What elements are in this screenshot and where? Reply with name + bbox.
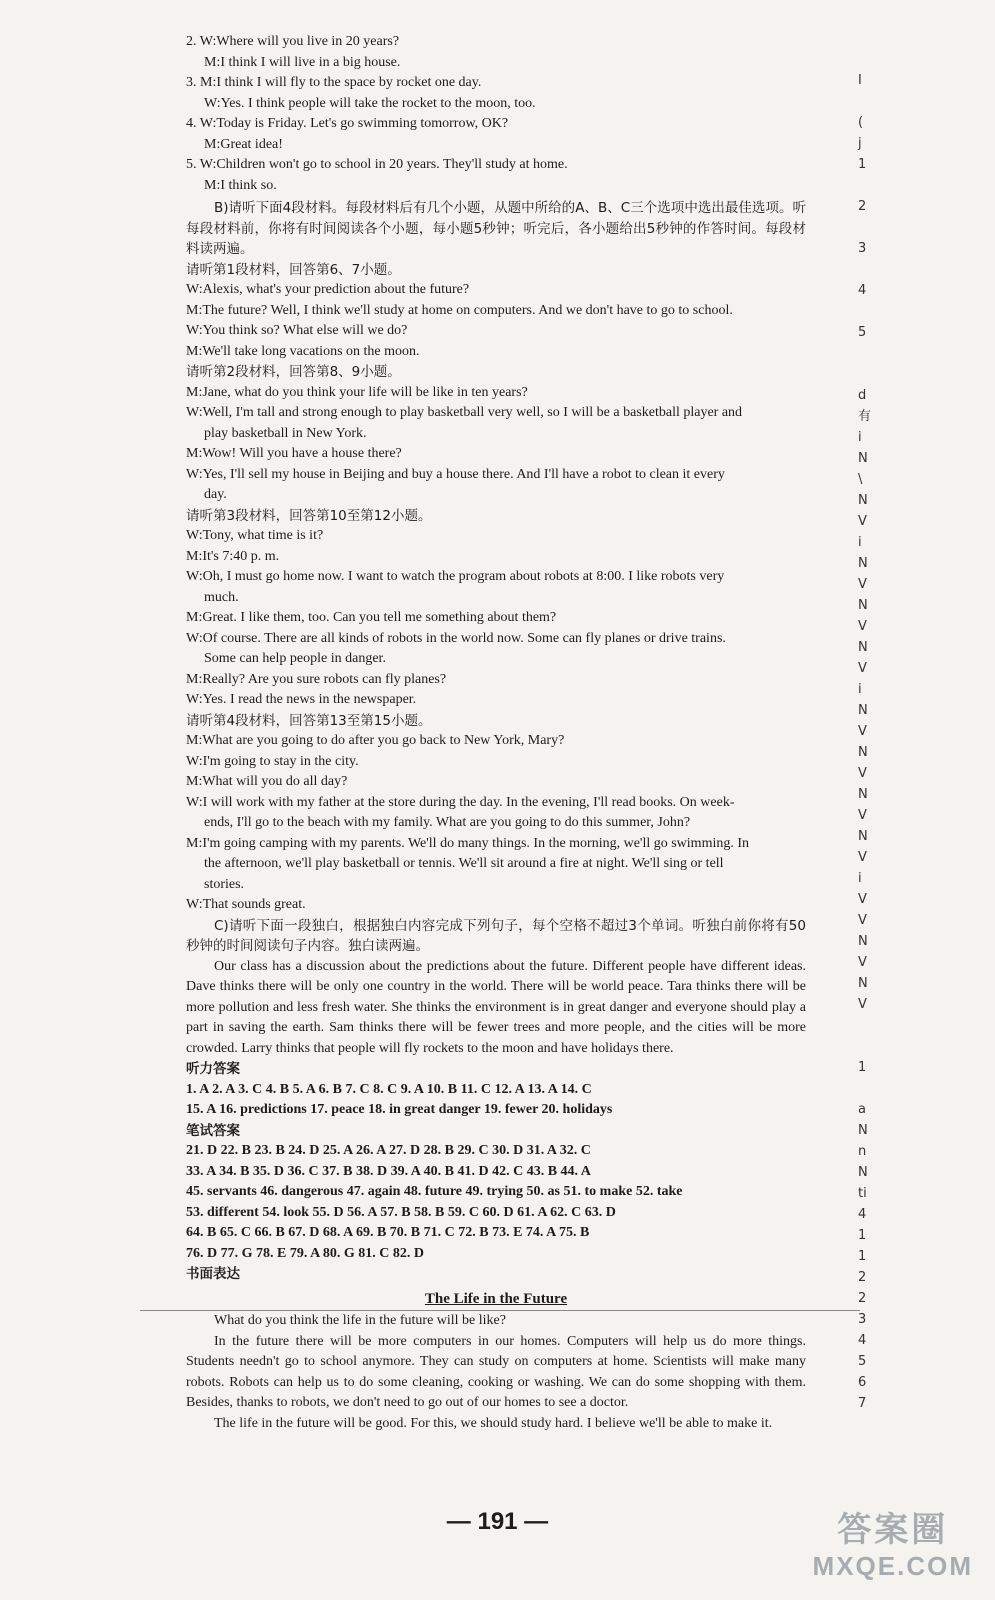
margin-glyph: 2 (858, 199, 867, 214)
answer-row: 76. D 77. G 78. E 79. A 80. G 81. C 82. D (186, 1245, 425, 1261)
dialogue-line: 4. W:Today is Friday. Let's go swimming tomorrow, OK? (186, 116, 509, 131)
margin-glyph (858, 175, 878, 196)
essay-paragraph: What do you think the life in the future will be like? (214, 1313, 506, 1328)
margin-glyph: 1 (858, 1228, 867, 1243)
dialogue-line: ends, I'll go to the beach with my family. What are you going to do this summer, John? (204, 815, 691, 830)
watermark-bottom: MXQE.COM (812, 1551, 973, 1581)
margin-glyph: 1 (858, 1249, 867, 1264)
dialogue-line: M:What will you do all day? (186, 774, 348, 789)
part-c-instruction: C)请听下面一段独白，根据独白内容完成下列句子，每个空格不超过3个单词。听独白前你将有50秒钟的时间阅读句子内容。独白读两遍。 (186, 917, 806, 954)
margin-glyph: V (858, 766, 867, 781)
adjacent-page-margin (858, 70, 878, 1414)
essay-paragraph: In the future there will be more computers in our homes. Computers will help us do more things. Students needn't go to school anymore. They can study on computers at home. Scientists will make many robots. Robots can help us to do some cleaning, cooking or washing. We can do some shopping with them. Besides, thanks to robots, we don't need to go out of our homes to see a doctor. (186, 1333, 806, 1410)
watermark-logo (813, 1502, 973, 1582)
margin-glyph: V (858, 619, 867, 634)
margin-glyph (858, 91, 878, 112)
dialogue-line: M:It's 7:40 p. m. (186, 548, 280, 564)
listening-answers-heading: 听力答案 (186, 1061, 240, 1077)
margin-glyph: 3 (858, 1312, 867, 1327)
dialogue-line: 3. M:I think I will fly to the space by rocket one day. (186, 75, 482, 90)
dialogue-line: W:Yes. I think people will take the rocket to the moon, too. (204, 95, 536, 111)
dialogue-line: M:I'm going camping with my parents. We'll do many things. In the morning, we'll go swimming. In (186, 835, 750, 851)
margin-glyph: N (858, 493, 868, 508)
listening-part-b-transcripts (186, 260, 806, 916)
margin-glyph: V (858, 661, 867, 676)
answer-row: 21. D 22. B 23. B 24. D 25. A 26. A 27. D 28. B 29. C 30. D 31. A 32. C (186, 1143, 591, 1158)
answer-row: 1. A 2. A 3. C 4. B 5. A 6. B 7. C 8. C 9. A 10. B 11. C 12. A 13. A 14. C (186, 1081, 592, 1097)
margin-glyph: N (858, 1165, 868, 1180)
dialogue-line: play basketball in New York. (204, 425, 367, 441)
dialogue-line: Some can help people in danger. (204, 651, 386, 666)
dialogue-line: W:I will work with my father at the store during the day. In the evening, I'll read books. On week- (186, 794, 735, 810)
dialogue-line: W:You think so? What else will we do? (186, 323, 408, 338)
dialogue-line: M:We'll take long vacations on the moon. (186, 343, 420, 359)
margin-glyph: N (858, 556, 868, 571)
margin-glyph: N (858, 934, 868, 949)
margin-glyph: ti (858, 1186, 867, 1201)
margin-glyph (858, 259, 878, 280)
dialogue-line: W:Well, I'm tall and strong enough to play basketball very well, so I will be a basketball player and (186, 405, 743, 420)
margin-glyph: i (858, 682, 862, 697)
margin-glyph: N (858, 787, 868, 802)
margin-glyph (858, 1015, 878, 1036)
margin-glyph: d (858, 388, 867, 403)
dialogue-line: M:I think so. (204, 177, 277, 193)
answer-row: 33. A 34. B 35. D 36. C 37. B 38. D 39. A 40. B 41. D 42. C 43. B 44. A (186, 1163, 591, 1179)
margin-glyph: 5 (858, 325, 867, 340)
margin-glyph: 4 (858, 1207, 867, 1222)
margin-glyph: N (858, 598, 868, 613)
dialogue-line: much. (204, 589, 239, 605)
part-c-monologue: Our class has a discussion about the predictions about the future. Different people have different ideas. Dave thinks there will be only one country in the world. There will be world peace. Tara thinks there will be more pollution and less fresh water. She thinks the environment is in great danger and everyone should play a part in saving the earth. Sam thinks there will be fewer trees and more people, and the cities will be more crowded. Larry thinks that people will fly rockets to the moon and have holidays there. (186, 958, 806, 1056)
margin-glyph: 1 (858, 157, 867, 172)
dialogue-line: M:Jane, what do you think your life will be like in ten years? (186, 384, 528, 400)
writing-heading: 书面表达 (186, 1266, 240, 1282)
margin-glyph: j (858, 136, 862, 151)
dialogue-line: W:That sounds great. (186, 897, 306, 912)
margin-glyph: 4 (858, 1333, 867, 1348)
margin-glyph: 4 (858, 283, 867, 298)
dialogue-line: M:Great. I like them, too. Can you tell me something about them? (186, 610, 557, 625)
essay-paragraph: The life in the future will be good. For this, we should study hard. I believe we'll be able to make it. (214, 1415, 773, 1431)
answer-row: 53. different 54. look 55. D 56. A 57. B 58. B 59. C 60. D 61. A 62. C 63. D (186, 1204, 616, 1220)
margin-glyph: i (858, 430, 862, 445)
listening-part-a-tail (186, 32, 806, 196)
essay-body (186, 1311, 806, 1434)
margin-glyph: 7 (858, 1396, 867, 1411)
dialogue-line: day. (204, 487, 227, 502)
margin-glyph: I (858, 73, 862, 88)
margin-glyph: 3 (858, 241, 867, 256)
margin-glyph (858, 343, 878, 364)
material-prompt: 请听第4段材料，回答第13至第15小题。 (186, 712, 432, 729)
section-divider (140, 1310, 860, 1311)
material-prompt: 请听第1段材料，回答第6、7小题。 (186, 261, 401, 278)
dialogue-line: M:The future? Well, I think we'll study at home on computers. And we don't have to go to school. (186, 302, 733, 318)
margin-glyph: 1 (858, 1060, 867, 1075)
dialogue-line: W:Tony, what time is it? (186, 528, 324, 543)
listening-answers (186, 1080, 806, 1121)
dialogue-line: W:Alexis, what's your prediction about the future? (186, 282, 470, 297)
answer-row: 64. B 65. C 66. B 67. D 68. A 69. B 70. B 71. C 72. B 73. E 74. A 75. B (186, 1225, 590, 1240)
dialogue-line: 5. W:Children won't go to school in 20 years. They'll study at home. (186, 157, 568, 172)
margin-glyph: 5 (858, 1354, 867, 1369)
dialogue-line: 2. W:Where will you live in 20 years? (186, 34, 400, 49)
margin-glyph (858, 1036, 878, 1057)
margin-glyph (858, 1078, 878, 1099)
margin-glyph: N (858, 745, 868, 760)
margin-glyph: 2 (858, 1270, 867, 1285)
margin-glyph: i (858, 535, 862, 550)
margin-glyph: V (858, 577, 867, 592)
margin-glyph (858, 217, 878, 238)
margin-glyph (858, 301, 878, 322)
margin-glyph: N (858, 976, 868, 991)
margin-glyph: ( (858, 115, 864, 130)
dialogue-line: stories. (204, 876, 245, 892)
margin-glyph: V (858, 808, 867, 823)
answer-row: 15. A 16. predictions 17. peace 18. in great danger 19. fewer 20. holidays (186, 1102, 613, 1117)
dialogue-line: W:Oh, I must go home now. I want to watch the program about robots at 8:00. I like robots very (186, 569, 725, 584)
margin-glyph: 2 (858, 1291, 867, 1306)
dialogue-line: W:Yes. I read the news in the newspaper. (186, 692, 417, 707)
margin-glyph (858, 364, 878, 385)
margin-glyph: N (858, 1123, 868, 1138)
dialogue-line: W:Of course. There are all kinds of robots in the world now. Some can fly planes or drive trains. (186, 630, 726, 646)
dialogue-line: M:I think I will live in a big house. (204, 54, 401, 70)
margin-glyph: N (858, 829, 868, 844)
part-b-instruction: B)请听下面4段材料。每段材料后有几个小题，从题中所给的A、B、C三个选项中选出最佳选项。听每段材料前，你将有时间阅读各个小题，每小题5秒钟；听完后，各小题给出5秒钟的作答时间。每段材料读两遍。 (186, 200, 806, 257)
page-number: — 191 — (446, 1508, 549, 1535)
dialogue-line: M:Really? Are you sure robots can fly planes? (186, 671, 447, 687)
margin-glyph: V (858, 724, 867, 739)
margin-glyph: N (858, 640, 868, 655)
dialogue-line: W:I'm going to stay in the city. (186, 753, 359, 769)
written-answers-heading: 笔试答案 (186, 1122, 240, 1139)
margin-glyph: V (858, 850, 867, 865)
margin-glyph: V (858, 892, 867, 907)
margin-glyph: V (858, 913, 867, 928)
answer-row: 45. servants 46. dangerous 47. again 48. future 49. trying 50. as 51. to make 52. take (186, 1184, 683, 1199)
material-prompt: 请听第2段材料，回答第8、9小题。 (186, 364, 401, 380)
dialogue-line: M:Wow! Will you have a house there? (186, 446, 402, 461)
margin-glyph: N (858, 703, 868, 718)
margin-glyph: V (858, 514, 867, 529)
margin-glyph: V (858, 955, 867, 970)
written-answers (186, 1141, 806, 1264)
margin-glyph: 有 (858, 409, 872, 424)
margin-glyph: 6 (858, 1375, 867, 1390)
margin-glyph: n (858, 1144, 867, 1159)
page-content (186, 32, 806, 1434)
margin-glyph: a (858, 1102, 866, 1117)
margin-glyph: N (858, 451, 868, 466)
material-prompt: 请听第3段材料，回答第10至第12小题。 (186, 507, 432, 524)
dialogue-line: M:Great idea! (204, 136, 283, 152)
margin-glyph: \ (858, 472, 863, 487)
watermark-top: 答案圈 (837, 1511, 949, 1549)
margin-glyph: i (858, 871, 862, 886)
dialogue-line: M:What are you going to do after you go back to New York, Mary? (186, 733, 565, 748)
essay-title: The Life in the Future (424, 1290, 568, 1307)
dialogue-line: W:Yes, I'll sell my house in Beijing and buy a house there. And I'll have a robot to clean it every (186, 466, 725, 482)
dialogue-line: the afternoon, we'll play basketball or tennis. We'll sit around a fire at night. We'll sing or tell (204, 856, 724, 871)
margin-glyph: V (858, 997, 867, 1012)
